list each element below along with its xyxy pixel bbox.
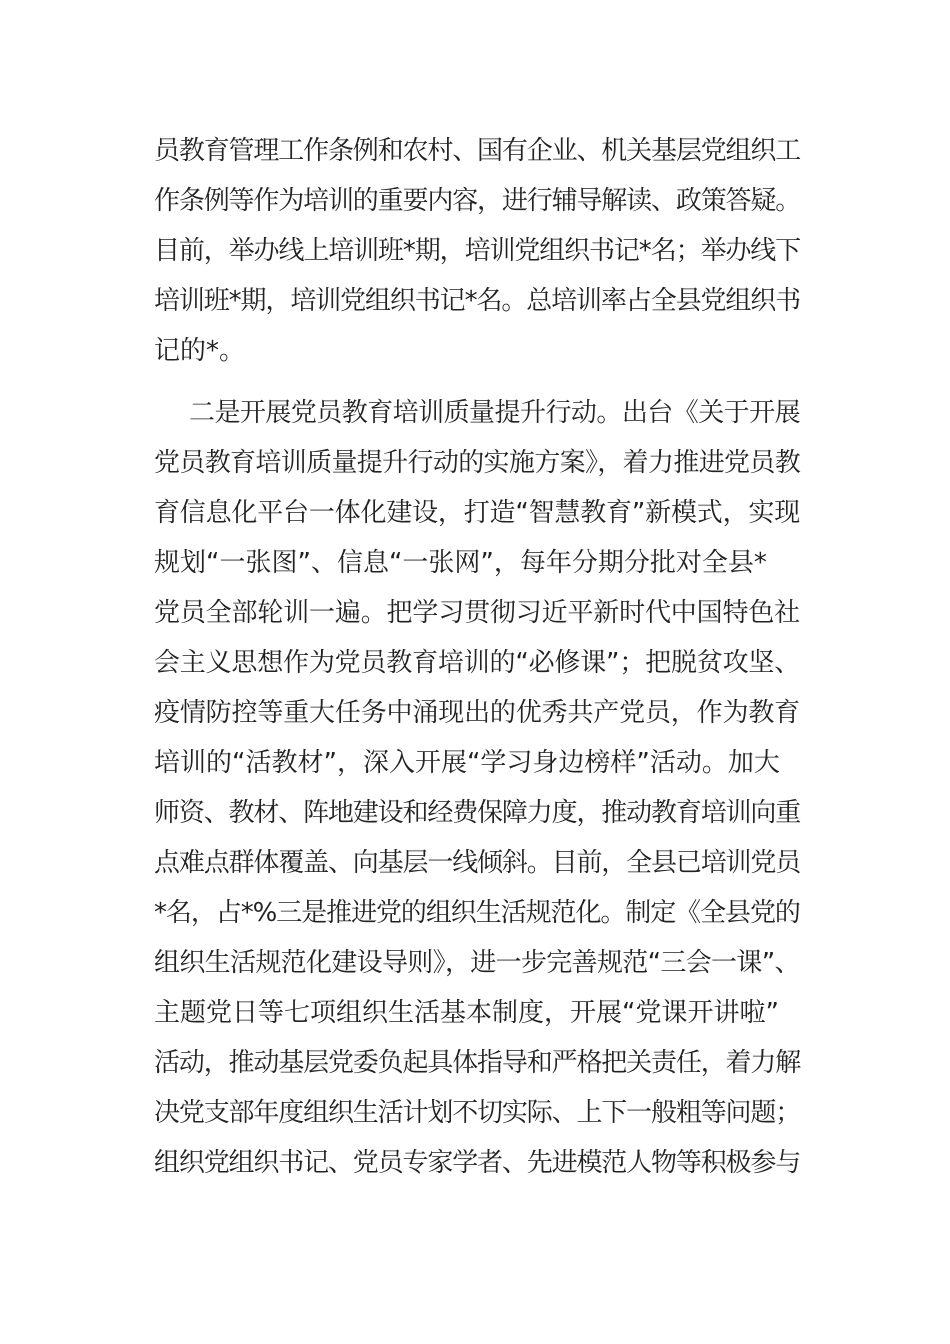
text-line: *名，占*%三是推进党的组织生活规范化。制定《全县党的 xyxy=(154,898,800,928)
text-line: 目前，举办线上培训班*期，培训党组织书记*名；举办线下 xyxy=(154,236,801,266)
text-line: 组织党组织书记、党员专家学者、先进模范人物等积极参与 xyxy=(154,1148,801,1178)
text-line: 决党支部年度组织生活计划不切实际、上下一般粗等问题； xyxy=(154,1098,801,1128)
text-line: 记的*。 xyxy=(154,336,246,366)
text-line: 员教育管理工作条例和农村、国有企业、机关基层党组织工 xyxy=(154,136,801,166)
text-line: 育信息化平台一体化建设，打造“智慧教育”新模式，实现 xyxy=(154,498,801,528)
text-line: 党员全部轮训一遍。把学习贯彻习近平新时代中国特色社 xyxy=(154,598,801,628)
text-line: 培训的“活教材”，深入开展“学习身边榜样”活动。加大 xyxy=(154,748,780,778)
paragraph-start-line: 二是开展党员教育培训质量提升行动。出台《关于开展 xyxy=(189,398,801,428)
text-line: 主题党日等七项组织生活基本制度，开展“党课开讲啦” xyxy=(154,998,779,1028)
text-line: 疫情防控等重大任务中涌现出的优秀共产党员，作为教育 xyxy=(154,698,801,728)
text-line: 规划“一张图”、信息“一张网”，每年分期分批对全县* xyxy=(154,548,767,578)
text-line: 作条例等作为培训的重要内容，进行辅导解读、政策答疑。 xyxy=(154,186,801,216)
text-line: 培训班*期，培训党组织书记*名。总培训率占全县党组织书 xyxy=(154,286,801,316)
text-line: 师资、教材、阵地建设和经费保障力度，推动教育培训向重 xyxy=(154,798,801,828)
text-line: 会主义思想作为党员教育培训的“必修课”；把脱贫攻坚、 xyxy=(154,648,801,678)
text-line: 活动，推动基层党委负起具体指导和严格把关责任，着力解 xyxy=(154,1048,801,1078)
text-line: 组织生活规范化建设导则》，进一步完善规范“三会一课”、 xyxy=(154,948,800,978)
text-line: 党员教育培训质量提升行动的实施方案》，着力推进党员教 xyxy=(154,448,801,478)
text-line: 点难点群体覆盖、向基层一线倾斜。目前，全县已培训党员 xyxy=(154,848,801,878)
